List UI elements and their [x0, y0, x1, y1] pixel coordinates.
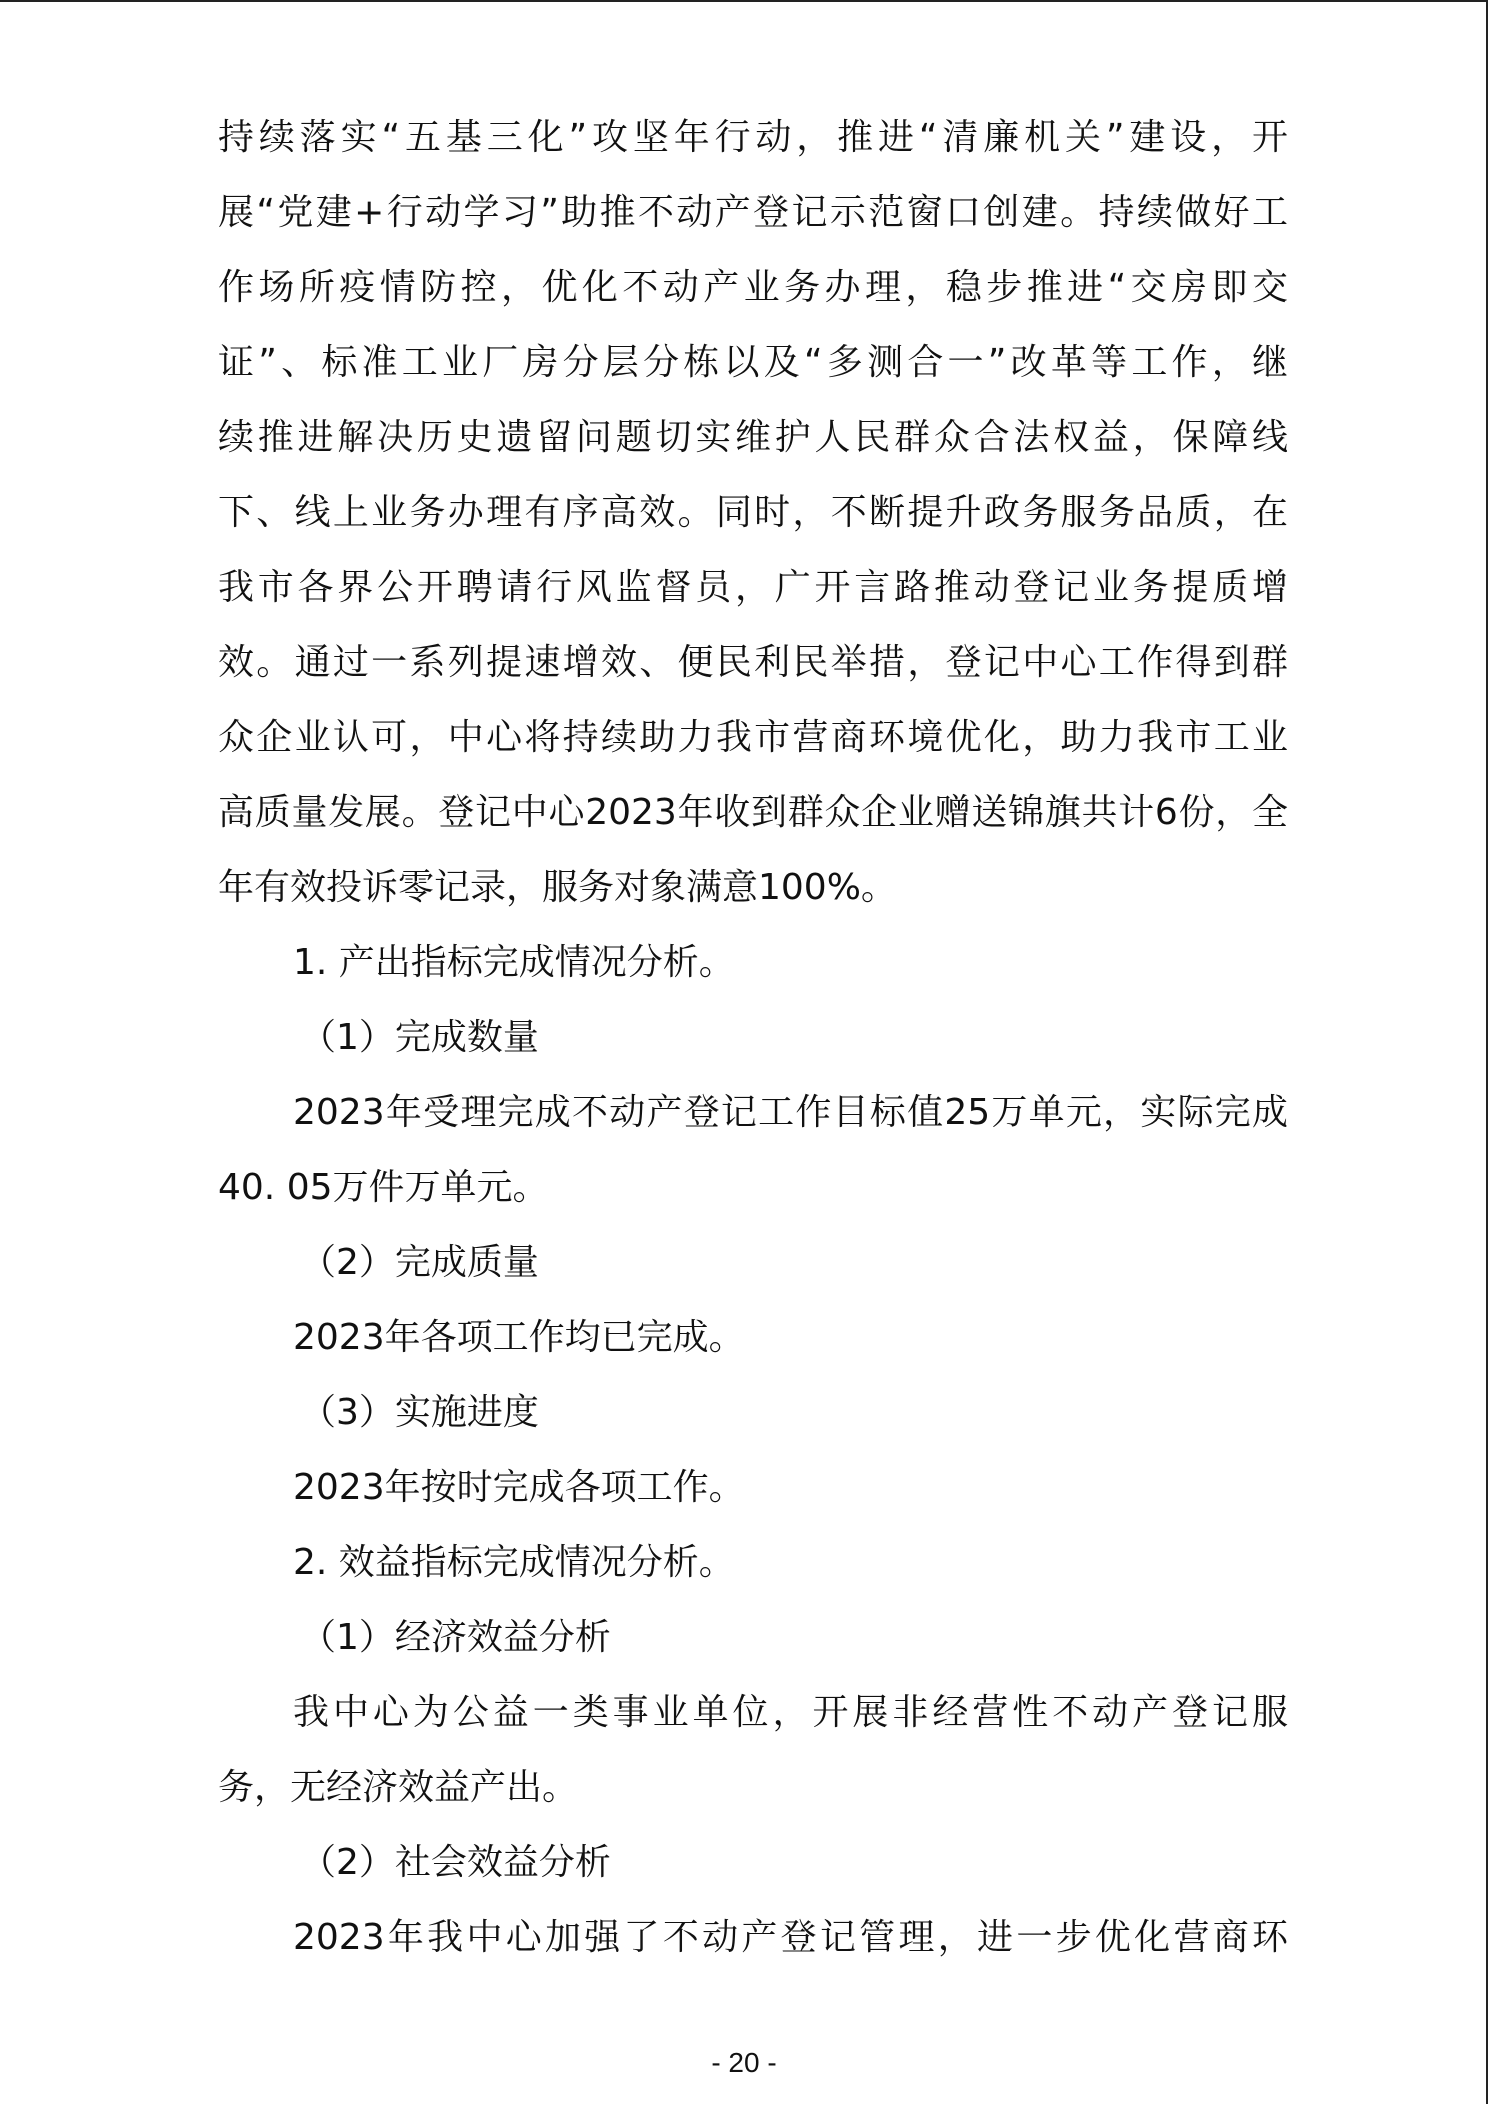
body-text [218, 100, 1288, 1975]
paragraph-line: 我市各界公开聘请行风监督员，广开言路推动登记业务提质增 [218, 567, 1288, 608]
paragraph-line: 2023年受理完成不动产登记工作目标值25万单元，实际完成 [293, 1092, 1288, 1133]
paragraph-line: 证”、标准工业厂房分层分栋以及“多测合一”改革等工作，继 [218, 342, 1288, 383]
paragraph-line: 2023年各项工作均已完成。 [293, 1317, 745, 1358]
page-number: - 20 - [711, 2047, 777, 2078]
paragraph-line: 下、线上业务办理有序高效。同时，不断提升政务服务品质，在 [218, 492, 1288, 533]
paragraph-line: 2023年按时完成各项工作。 [293, 1467, 745, 1508]
subheading-social: （2）社会效益分析 [300, 1842, 611, 1883]
paragraph-line: 续推进解决历史遗留问题切实维护人民群众合法权益，保障线 [218, 417, 1288, 458]
paragraph-line: 2023年我中心加强了不动产登记管理，进一步优化营商环 [293, 1917, 1288, 1958]
subheading-quantity: （1）完成数量 [300, 1017, 539, 1058]
subheading-economic: （1）经济效益分析 [300, 1617, 611, 1658]
paragraph-line: 作场所疫情防控，优化不动产业务办理，稳步推进“交房即交 [218, 267, 1288, 308]
section-heading-output: 1. 产出指标完成情况分析。 [293, 942, 735, 983]
paragraph-line: 务，无经济效益产出。 [218, 1767, 579, 1808]
paragraph-line: 众企业认可，中心将持续助力我市营商环境优化，助力我市工业 [218, 717, 1288, 758]
section-heading-benefit: 2. 效益指标完成情况分析。 [293, 1542, 735, 1583]
paragraph-line: 年有效投诉零记录，服务对象满意100%。 [218, 867, 897, 908]
subheading-quality: （2）完成质量 [300, 1242, 539, 1283]
paragraph-line: 效。通过一系列提速增效、便民利民举措，登记中心工作得到群 [218, 642, 1288, 683]
paragraph-line: 展“党建+行动学习”助推不动产登记示范窗口创建。持续做好工 [218, 192, 1288, 233]
paragraph-line: 持续落实“五基三化”攻坚年行动，推进“清廉机关”建设，开 [218, 117, 1288, 158]
paragraph-line: 40. 05万件万单元。 [218, 1167, 549, 1208]
paragraph-line: 我中心为公益一类事业单位，开展非经营性不动产登记服 [293, 1692, 1288, 1733]
paragraph-line: 高质量发展。登记中心2023年收到群众企业赠送锦旗共计6份，全 [218, 792, 1288, 833]
subheading-progress: （3）实施进度 [300, 1392, 539, 1433]
